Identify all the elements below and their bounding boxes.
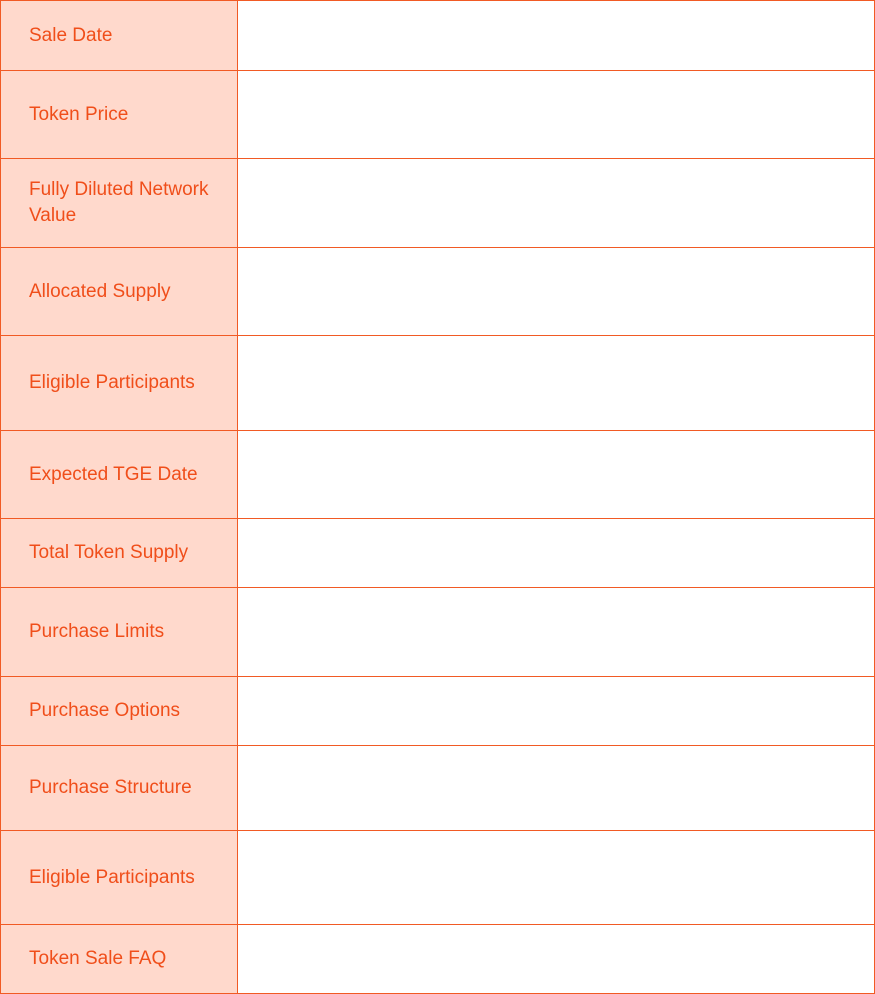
table-row (1, 831, 875, 925)
row-value (238, 831, 875, 925)
table-row (1, 336, 875, 431)
row-label: Sale Date (1, 1, 238, 71)
row-label: Token Price (1, 71, 238, 159)
table-row (1, 746, 875, 831)
row-value (238, 677, 875, 746)
table-row (1, 588, 875, 677)
row-value (238, 925, 875, 994)
row-label: Token Sale FAQ (1, 925, 238, 994)
row-label: Total Token Supply (1, 519, 238, 588)
row-value (238, 248, 875, 336)
table-row (1, 519, 875, 588)
row-label: Purchase Limits (1, 588, 238, 677)
row-value (238, 519, 875, 588)
table-row (1, 431, 875, 519)
row-value (238, 71, 875, 159)
row-label: Purchase Options (1, 677, 238, 746)
row-value (238, 431, 875, 519)
row-value (238, 1, 875, 71)
table-row (1, 925, 875, 994)
row-value (238, 159, 875, 248)
row-label: Purchase Structure (1, 746, 238, 831)
row-label: Eligible Participants (1, 336, 238, 431)
table-row (1, 159, 875, 248)
row-label: Expected TGE Date (1, 431, 238, 519)
table-row (1, 677, 875, 746)
row-value (238, 336, 875, 431)
table-row (1, 1, 875, 71)
table-row (1, 248, 875, 336)
row-value (238, 588, 875, 677)
row-label: Eligible Participants (1, 831, 238, 925)
table-row (1, 71, 875, 159)
row-value (238, 746, 875, 831)
row-label: Allocated Supply (1, 248, 238, 336)
row-label: Fully Diluted Network Value (1, 159, 238, 248)
